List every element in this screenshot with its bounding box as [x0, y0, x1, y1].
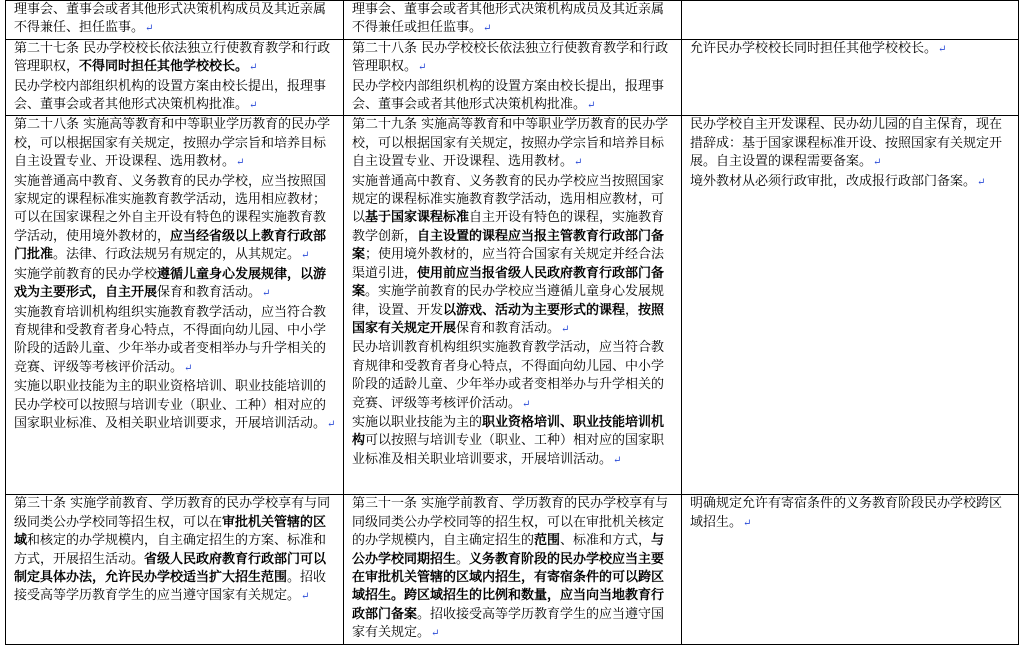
text-run: ；使用境外教材的，应当符合国家有关规定并经合法渠道引进， [352, 247, 665, 281]
text-run: 实施教育培训机构组织实施教育教学活动，应当符合教育规律和受教育者身心特点，不得面向幼儿园、中小学阶段的适龄儿童、少年举办或者变相举办与升学相关的竞赛、评级等考核评价活动。 [14, 304, 327, 375]
text-run: 实施普通高中教育、义务教育的民办学校，应当按照国家规定的课程标准实施教育教学活动，选用相应教材；可以在国家课程之外自主开设有特色的课程实施教育教学活动，使用境外教材的， [14, 173, 327, 244]
commentary-cell [682, 1, 1019, 40]
table-row [6, 116, 1019, 495]
cell-paragraph [352, 414, 675, 470]
original-text-cell [6, 39, 344, 116]
text-run: 第三十条 实施学前教育、学历教育的民办学校享有与同级同类公办学校同等招生权，可以在 [14, 496, 331, 530]
text-run: 允许民办学校校长同时担任其他学校校长。 [690, 40, 938, 56]
cell-paragraph [14, 266, 337, 304]
paragraph-return-icon: ↵ [587, 100, 596, 112]
paragraph-return-icon: ↵ [249, 62, 258, 74]
original-text-cell [6, 495, 344, 644]
cell-paragraph [14, 1, 337, 39]
paragraph-return-icon: ↵ [938, 43, 947, 55]
text-run: 保育和教育活动。 [456, 320, 561, 336]
original-text-cell [6, 116, 344, 495]
text-run: 、标准和方式， [560, 533, 652, 549]
revised-text-cell [344, 1, 682, 40]
regulation-comparison-table [5, 0, 1019, 645]
text-run: 可以按照与培训专业（职业、工种）相对应的国家职业标准及相关职业培训要求，开展培训活动。 [352, 433, 665, 467]
text-run: 明确规定允许有寄宿条件的义务教育阶段民办学校跨区域招生。 [690, 496, 1003, 530]
text-run: 第二十七条 民办学校校长依法独立行使教育教学和行政管理职权， [14, 40, 331, 75]
text-run: 。 [456, 551, 470, 567]
paragraph-return-icon: ↵ [977, 176, 986, 188]
cell-paragraph [14, 173, 337, 266]
text-run: 。实施学前教育的民办学校应当遵循儿童身心发展规律，设置、开发 [352, 284, 665, 318]
cell-paragraph [14, 304, 337, 379]
cell-paragraph [690, 116, 1012, 172]
bold-text-run: 使用前应当报省级人民政府教育行政部门备案 [352, 265, 665, 300]
cell-paragraph [352, 40, 675, 78]
bold-text-run: 义务教育阶段的民办学校应当主要在审批机关管辖的区域内招生，有寄宿条件的可以跨区域招生。跨区域招生的比例和数量，应当向当地教育行政部门备案 [352, 551, 665, 622]
text-run: 实施学前教育的民办学校 [14, 266, 158, 282]
text-run: 民办学校自主开发课程、民办幼儿园的自主保育，现在措辞成：基于国家课程标准开设、按照国家有关规定开展。自主设置的课程需要备案。 [690, 117, 1003, 170]
paragraph-return-icon: ↵ [301, 250, 310, 262]
cell-paragraph [14, 40, 337, 78]
text-run: 。招收接受高等学历教育学生的应当遵守国家有关规定。 [14, 570, 327, 604]
revised-text-cell [344, 116, 682, 495]
table-row [6, 495, 1019, 644]
paragraph-return-icon: ↵ [483, 23, 492, 35]
bold-text-run: 省级人民政府教育行政部门可以制定具体办法，允许民办学校适当扩大招生范围 [14, 551, 327, 586]
text-run: 第二十八条 实施高等教育和中等职业学历教育的民办学校，可以根据国家有关规定，按照办学宗旨和培养目标自主设置专业、开设课程、选用教材。 [14, 117, 331, 170]
cell-paragraph [690, 495, 1012, 533]
commentary-cell [682, 495, 1019, 644]
table-row [6, 1, 1019, 40]
text-run: 实施普通高中教育、义务教育的民办学校应当按照国家规定的课程标准实施教育教学活动，选用相应教材，可以 [352, 173, 665, 226]
bold-text-run: 基于国家课程标准 [365, 210, 470, 226]
cell-paragraph [352, 173, 675, 340]
commentary-cell [682, 116, 1019, 495]
text-run: ， [625, 302, 639, 318]
text-run: 第二十八条 民办学校校长依法独立行使教育教学和行政管理职权。 [352, 40, 669, 75]
cell-paragraph [690, 173, 1012, 192]
text-run: 第三十一条 实施学前教育、学历教育的民办学校享有与同级同类公办学校同等的招生权，可以在审批机关核定的办学规模内，自主确定招生的 [352, 496, 669, 549]
bold-text-run: 职业资格培训、职业技能培训机构 [352, 414, 665, 449]
bold-text-run: 自主设置的课程应当报主管教育行政部门备案 [352, 228, 665, 263]
cell-paragraph [14, 378, 337, 434]
original-text-cell [6, 1, 344, 40]
cell-paragraph [352, 495, 675, 643]
paragraph-return-icon: ↵ [249, 100, 258, 112]
paragraph-return-icon: ↵ [574, 157, 583, 169]
text-run: 。法律、行政法规另有规定的，从其规定。 [53, 247, 301, 263]
revised-text-cell [344, 39, 682, 116]
text-run: 理事会、董事会或者其他形式决策机构成员及其近亲属不得兼任或担任监事。 [352, 2, 665, 36]
table-row [6, 39, 1019, 116]
text-run: 保育和教育活动。 [157, 285, 262, 301]
text-run: 。招收接受高等学历教育学生的应当遵守国家有关规定。 [352, 606, 665, 641]
paragraph-return-icon: ↵ [262, 288, 271, 300]
text-run: 实施以职业技能为主的 [352, 414, 483, 430]
paragraph-return-icon: ↵ [561, 323, 570, 335]
text-run: 境外教材从必须行政审批，改成报行政部门备案。 [690, 173, 977, 189]
text-run: 和核定的办学规模内，自主确定招生的方案、标准和方式，开展招生活动。 [14, 533, 327, 567]
paragraph-return-icon: ↵ [431, 628, 440, 640]
text-run: 实施以职业技能为主的职业资格培训、职业技能培训的民办学校可以按照与培训专业（职业、工种）相对应的国家职业标准、及相关职业培训要求，开展培训活动。 [14, 379, 327, 431]
bold-text-run: 应当经省级以上教育行政部门批准 [14, 228, 327, 263]
bold-text-run: 范围 [534, 533, 561, 549]
text-run: 理事会、董事会或者其他形式决策机构成员及其近亲属不得兼任、担任监事。 [14, 2, 327, 36]
bold-text-run: 审批机关管辖的区域 [14, 514, 327, 549]
cell-paragraph [352, 78, 675, 116]
cell-paragraph [14, 495, 337, 606]
cell-paragraph [690, 40, 1012, 59]
paragraph-return-icon: ↵ [327, 418, 336, 430]
paragraph-return-icon: ↵ [743, 517, 752, 529]
text-run: 民办学校内部组织机构的设置方案由校长提出，报理事会、董事会或者其他形式决策机构批准。 [352, 78, 665, 113]
text-run: 自主开设有特色的课程，实施教育教学创新， [352, 210, 665, 244]
cell-paragraph [352, 1, 675, 39]
commentary-cell [682, 39, 1019, 116]
bold-text-run: 遵循儿童身心发展规律，以游戏为主要形式，自主开展 [14, 266, 327, 301]
comparison-document [5, 0, 1018, 645]
bold-text-run: 按照国家有关规定开展 [352, 302, 665, 336]
paragraph-return-icon: ↵ [418, 62, 427, 74]
paragraph-return-icon: ↵ [522, 398, 531, 410]
revised-text-cell [344, 495, 682, 644]
paragraph-return-icon: ↵ [145, 23, 154, 35]
cell-paragraph [14, 78, 337, 116]
text-run: 民办学校内部组织机构的设置方案由校长提出，报理事会、董事会或者其他形式决策机构批准。 [14, 78, 327, 113]
bold-text-run: 不得同时担任其他学校校长。 [79, 59, 249, 75]
paragraph-return-icon: ↵ [301, 591, 310, 603]
cell-paragraph [352, 339, 675, 414]
bold-text-run: 与公办学校同期招生 [352, 533, 665, 567]
paragraph-return-icon: ↵ [613, 454, 622, 466]
paragraph-return-icon: ↵ [184, 362, 193, 374]
bold-text-run: 以游戏、活动为主要形式的课程 [443, 302, 626, 318]
text-run: 民办培训教育机构组织实施教育教学活动，应当符合教育规律和受教育者身心特点，不得面向幼儿园、中小学阶段的适龄儿童、少年举办或者变相举办与升学相关的竞赛、评级等考核评价活动。 [352, 340, 665, 411]
cell-paragraph [352, 116, 675, 172]
cell-paragraph [14, 116, 337, 172]
paragraph-return-icon: ↵ [236, 157, 245, 169]
text-run: 第二十九条 实施高等教育和中等职业学历教育的民办学校，可以根据国家有关规定，按照办学宗旨和培养目标自主设置专业、开设课程、选用教材。 [352, 117, 669, 170]
paragraph-return-icon: ↵ [873, 157, 882, 169]
